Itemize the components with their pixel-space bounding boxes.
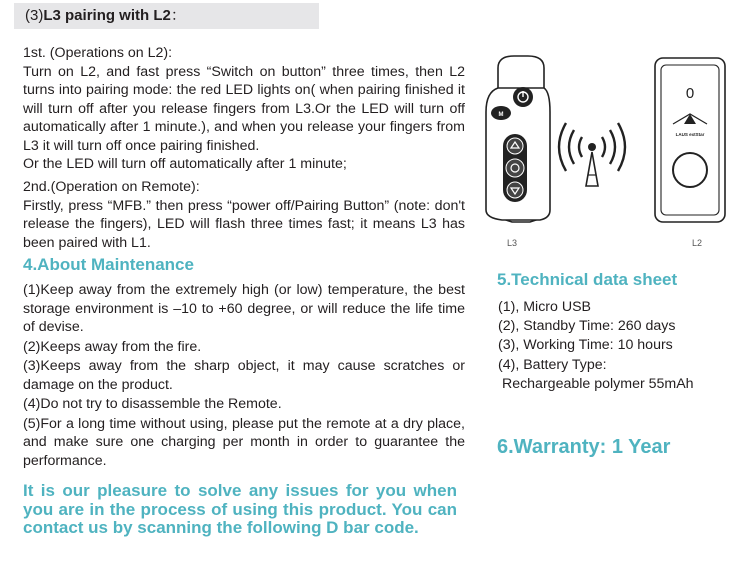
device-illustration xyxy=(478,52,728,252)
step2-block xyxy=(23,178,465,252)
maintenance-item xyxy=(23,281,465,337)
technical-title: 5.Technical data sheet xyxy=(497,270,678,289)
technical-list xyxy=(498,298,738,394)
section-title: L3 pairing with L2 xyxy=(43,7,171,24)
maintenance-item-number: (2) xyxy=(23,338,41,355)
l2-brand-text: LAUS extStar xyxy=(675,132,705,137)
step2-body: Firstly, press “MFB.” then press “power off/Pairing Button” (note: don't release the fingers), LED will flash three times fast; it means L3 has been paired with L1. xyxy=(23,197,465,251)
warranty-title: 6.Warranty: 1 Year xyxy=(497,436,671,458)
figure-label-l3: L3 xyxy=(507,238,518,248)
step2-heading: 2nd.(Operation on Remote): xyxy=(23,179,200,195)
l2-led-glyph: 0 xyxy=(685,85,695,102)
maintenance-item-number: (1) xyxy=(23,282,41,298)
maintenance-item xyxy=(23,338,465,357)
maintenance-item-text: Keeps away from the sharp object, it may cause scratches or damage on the product. xyxy=(23,358,465,393)
svg-text:M: M xyxy=(498,112,504,118)
step1-body: Turn on L2, and fast press “Switch on button” three times, then L2 turns into pairing mode: the red LED lights on( when pairing finished it will turn off after you release fingers from L3.Or the LED will turn off automatically after 1 minute.), and when you release your fingers from L3 it will turn off once pairing finished. xyxy=(23,63,465,154)
technical-item: (1), Micro USB xyxy=(498,299,592,315)
maintenance-title: 4.About Maintenance xyxy=(23,255,194,274)
technical-item: (4), Battery Type: xyxy=(498,356,607,373)
technical-item: (2), Standby Time: 260 days xyxy=(498,318,676,335)
figure-label-l2: L2 xyxy=(692,238,703,248)
section-title-colon: ： xyxy=(170,7,186,24)
step1-body-2: Or the LED will turn off automatically after 1 minute; xyxy=(23,156,347,172)
maintenance-item-number: (4) xyxy=(23,396,41,412)
section-header-bar xyxy=(14,3,319,29)
contact-promo xyxy=(23,482,457,554)
maintenance-item-number: (3) xyxy=(23,358,41,374)
contact-promo-text: It is our pleasure to solve any issues for you when you are in the process of using this product. You can contact us by scanning the following D bar code. xyxy=(23,482,457,537)
maintenance-item-text: Keep away from the extremely high (or low) temperature, the best storage environment is –10 to +60 degree, or will reduce the life time of devise. xyxy=(23,282,465,335)
maintenance-list xyxy=(23,281,465,470)
l2-device-drawing xyxy=(655,58,725,222)
maintenance-item-number: (5) xyxy=(23,415,41,432)
maintenance-item xyxy=(23,357,465,394)
technical-item: (3), Working Time: 10 hours xyxy=(498,337,673,354)
maintenance-item-text: For a long time without using, please put the remote at a dry place, and make sure one charging per month in order to guarantee the performance. xyxy=(23,415,465,469)
maintenance-item-text: Keeps away from the fire. xyxy=(40,338,202,355)
step1-block xyxy=(23,44,465,174)
wireless-signal-icon xyxy=(559,123,625,186)
section-number: (3) xyxy=(25,7,44,24)
l3-remote-drawing xyxy=(486,56,550,222)
technical-item: Rechargeable polymer 55mAh xyxy=(498,375,694,392)
step1-heading: 1st. (Operations on L2): xyxy=(23,45,173,61)
maintenance-item xyxy=(23,415,465,471)
maintenance-item xyxy=(23,395,465,414)
maintenance-item-text: Do not try to disassemble the Remote. xyxy=(40,396,282,412)
